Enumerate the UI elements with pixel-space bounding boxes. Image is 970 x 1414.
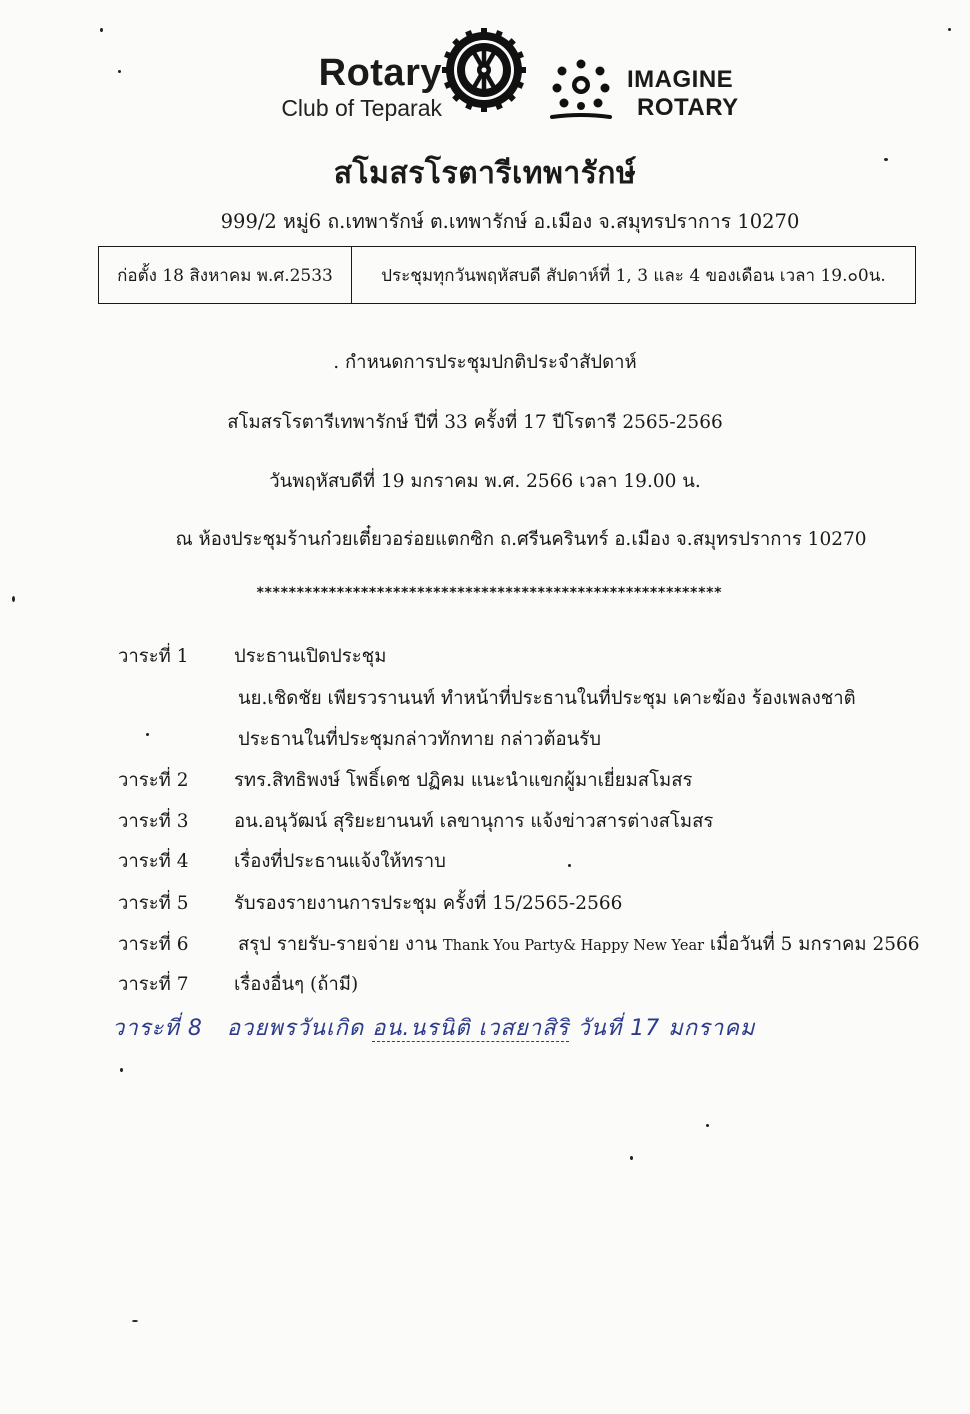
scan-speck bbox=[630, 1156, 633, 1160]
handwritten-text: วันที่ 17 มกราคม bbox=[569, 1016, 756, 1041]
agenda-label: วาระที่ 3 bbox=[118, 811, 189, 832]
handwritten-label: วาระที่ 8 bbox=[112, 1016, 203, 1041]
rotary-word: ROTARY bbox=[637, 94, 739, 121]
agenda-text-part: เมื่อวันที่ 5 มกราคม 2566 bbox=[704, 934, 920, 955]
club-address: 999/2 หมู่6 ถ.เทพารักษ์ ต.เทพารักษ์ อ.เมือง จ.สมุทรปราการ 10270 bbox=[220, 210, 800, 233]
agenda-text-part: สรุป รายรับ-รายจ่าย งาน bbox=[238, 934, 444, 955]
agenda-text: อน.อนุวัฒน์ สุริยะยานนท์ เลขานุการ แจ้งข่าวสารต่างสโมสร bbox=[234, 811, 714, 832]
agenda-text: เรื่องที่ประธานแจ้งให้ทราบ bbox=[234, 851, 446, 872]
imagine-rotary-wordmark bbox=[627, 66, 739, 122]
meeting-venue: ณ ห้องประชุมร้านก๋วยเตี๋ยวอร่อยแตกซิก ถ.ศรีนครินทร์ อ.เมือง จ.สมุทรปราการ 10270 bbox=[175, 529, 867, 550]
agenda-sub-text: นย.เชิดชัย เพียรวรานนท์ ทำหน้าที่ประธานในที่ประชุม เคาะฆ้อง ร้องเพลงชาติ bbox=[238, 688, 856, 709]
agenda-text bbox=[238, 930, 920, 959]
agenda-label: วาระที่ 1 bbox=[118, 646, 189, 667]
scan-speck bbox=[12, 596, 15, 602]
scan-speck bbox=[132, 1320, 138, 1322]
handwritten-underlined-name: อน.นรนิติ เวสยาสิริ bbox=[372, 1016, 570, 1041]
separator-stars: ********************************************************** bbox=[256, 585, 722, 601]
club-info-box bbox=[98, 246, 916, 304]
scan-speck bbox=[884, 158, 888, 161]
scan-speck bbox=[706, 1124, 709, 1127]
handwritten-note bbox=[112, 1010, 932, 1045]
agenda-label: วาระที่ 6 bbox=[118, 934, 189, 955]
logo-club-name: Club of Teparak bbox=[281, 95, 442, 121]
meeting-session: สโมสรโรตารีเทพารักษ์ ปีที่ 33 ครั้งที่ 17 ปีโรตารี 2565-2566 bbox=[227, 412, 723, 433]
handwritten-text: อวยพรวันเกิด bbox=[226, 1016, 373, 1041]
rotary-club-logo bbox=[252, 52, 442, 122]
agenda-sub-text: ประธานในที่ประชุมกล่าวทักทาย กล่าวต้อนรับ bbox=[238, 729, 601, 750]
meeting-schedule: ประชุมทุกวันพฤหัสบดี สัปดาห์ที่ 1, 3 และ 4 ของเดือน เวลา 19.๐0น. bbox=[381, 265, 886, 286]
club-name-title: สโมสรโรตารีเทพารักษ์ bbox=[333, 156, 637, 191]
agenda-label: วาระที่ 2 bbox=[118, 770, 189, 791]
scan-speck bbox=[100, 28, 103, 32]
agenda-label: วาระที่ 7 bbox=[118, 974, 189, 995]
agenda-label: วาระที่ 5 bbox=[118, 893, 189, 914]
scan-speck bbox=[120, 1068, 123, 1072]
agenda-text: เรื่องอื่นๆ (ถ้ามี) bbox=[234, 974, 359, 995]
imagine-rotary-mark-icon bbox=[548, 55, 614, 123]
agenda-text: ประธานเปิดประชุม bbox=[234, 646, 387, 667]
scan-speck bbox=[568, 864, 571, 867]
scan-speck bbox=[948, 28, 951, 31]
logo-rotary-word: Rotary bbox=[318, 52, 442, 94]
agenda-event-name: Thank You Party& Happy New Year bbox=[443, 938, 705, 954]
meeting-date-time: วันพฤหัสบดีที่ 19 มกราคม พ.ศ. 2566 เวลา 19.00 น. bbox=[269, 471, 701, 492]
agenda-text: รับรองรายงานการประชุม ครั้งที่ 15/2565-2566 bbox=[234, 893, 623, 914]
scan-speck bbox=[118, 70, 121, 73]
agenda-label: วาระที่ 4 bbox=[118, 851, 189, 872]
meeting-heading: . กำหนดการประชุมปกติประจำสัปดาห์ bbox=[333, 352, 637, 373]
scan-speck bbox=[146, 733, 149, 736]
imagine-word: IMAGINE bbox=[627, 66, 734, 93]
founded-date: ก่อตั้ง 18 สิงหาคม พ.ศ.2533 bbox=[99, 247, 352, 303]
agenda-text: รทร.สิทธิพงษ์ โพธิ์เดช ปฏิคม แนะนำแขกผู้มาเยี่ยมสโมสร bbox=[234, 770, 693, 791]
rotary-wheel-icon bbox=[442, 28, 526, 112]
